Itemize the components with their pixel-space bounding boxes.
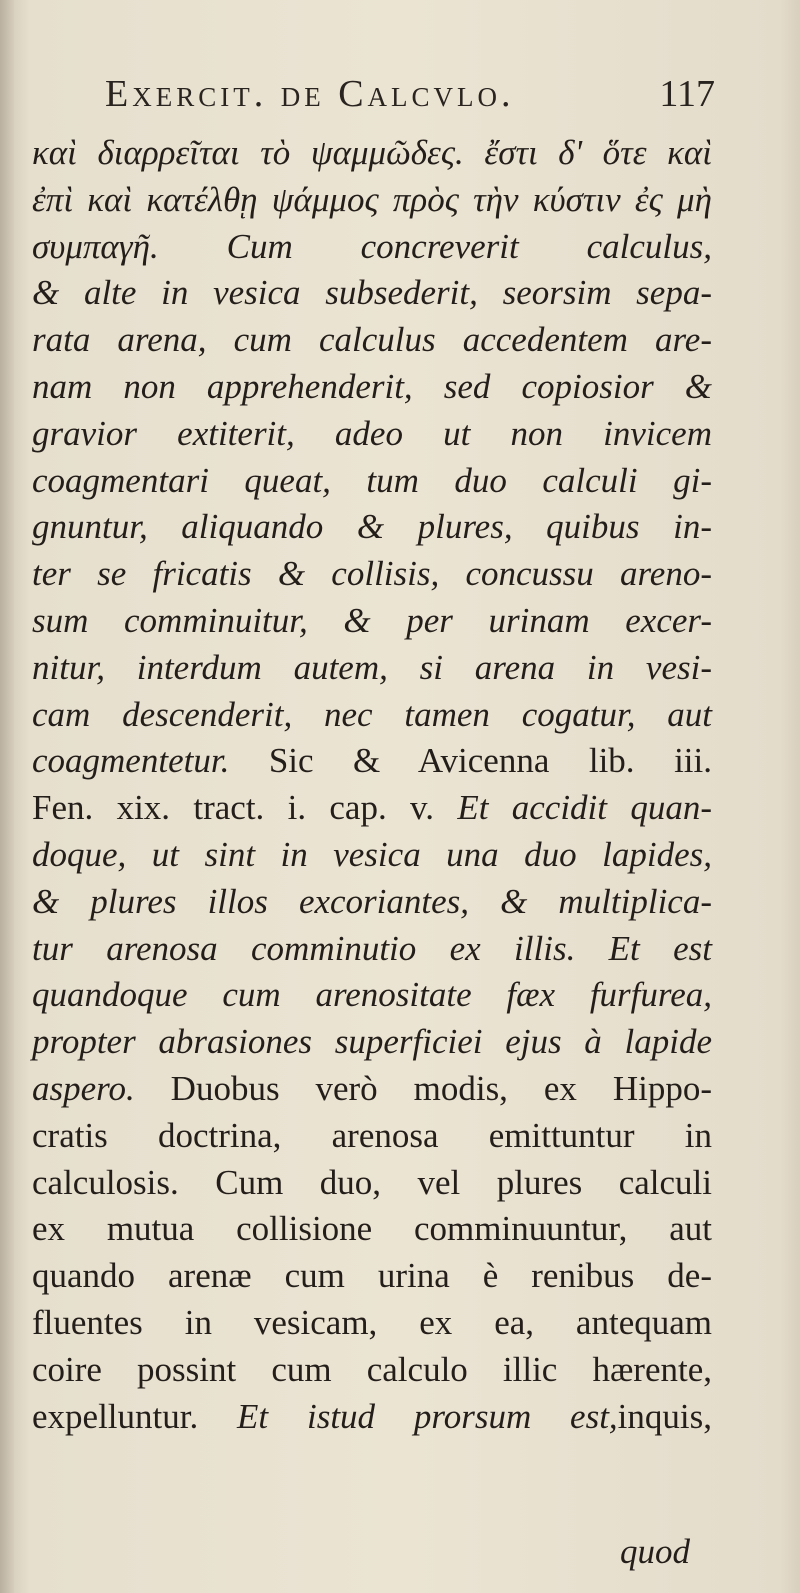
text-line [32,458,712,505]
text-line [32,692,712,739]
text-line [32,1347,712,1394]
italic-text: propter abrasiones superficiei ejus à lapide [32,1022,712,1062]
text-line [32,1160,712,1207]
italic-text: aspero. [32,1068,135,1108]
roman-text: fluentes in vesicam, ex ea, antequam [32,1302,712,1342]
text-line [32,785,712,832]
text-line [32,130,712,177]
body-text [32,130,712,1440]
roman-text: cratis doctrina, arenosa emittuntur in [32,1115,712,1155]
page-gutter-shadow [0,0,14,1593]
text-line [32,832,712,879]
text-line [32,879,712,926]
italic-text: sum comminuitur, & per urinam excer- [32,600,712,640]
catchword: quod [620,1532,690,1571]
italic-text: Et accidit quan- [457,788,712,828]
text-line [32,551,712,598]
text-line [32,317,712,364]
text-line [32,1066,712,1113]
italic-text: cam descenderit, nec tamen cogatur, aut [32,694,712,734]
roman-text: inquis, [617,1396,712,1436]
italic-text: gnuntur, aliquando & plures, quibus in- [32,507,712,547]
italic-text: & alte in vesica subsederit, seorsim sepa- [32,273,712,313]
roman-text: expelluntur. [32,1396,238,1436]
text-line [32,972,712,1019]
text-line [32,177,712,224]
text-line [32,1253,712,1300]
italic-text: ter se fricatis & collisis, concussu areno- [32,554,712,594]
italic-text: coagmentari queat, tum duo calculi gi- [32,460,712,500]
text-line [32,270,712,317]
italic-text: gravior extiterit, adeo ut non invicem [32,413,712,453]
text-line [32,598,712,645]
italic-text: καὶ διαρρεῖται τὸ ψαμμῶδες. ἔστι δ' ὅτε καὶ [32,133,712,172]
italic-text: tur arenosa comminutio ex illis. Et est [32,928,712,968]
text-line [32,645,712,692]
page-header [105,72,715,128]
text-line [32,504,712,551]
text-line [32,1113,712,1160]
italic-text: quandoque cum arenositate fæx furfurea, [32,975,712,1015]
running-head: Exercit. de Calcvlo. [105,73,515,115]
text-line [32,738,712,785]
text-line [32,1019,712,1066]
text-line [32,411,712,458]
roman-text: ex mutua collisione comminuuntur, aut [32,1209,712,1249]
roman-text: Sic & Avicenna lib. iii. [229,741,712,781]
roman-text: coire possint cum calculo illic hærente, [32,1349,712,1389]
text-line [32,224,712,271]
italic-text: συμπαγῆ. Cum concreverit calculus, [32,226,712,266]
page-number: 117 [659,73,715,115]
italic-text: rata arena, cum calculus accedentem are- [32,320,712,360]
roman-text: Fen. xix. tract. i. cap. v. [32,788,458,828]
text-line [32,1394,712,1441]
italic-text: nam non apprehenderit, sed copiosior & [32,366,712,406]
text-line [32,364,712,411]
text-line [32,926,712,973]
italic-text: doque, ut sint in vesica una duo lapides, [32,834,712,874]
roman-text: Duobus verò modis, ex Hippo- [134,1068,712,1108]
italic-text: coagmentetur. [32,741,230,781]
text-line [32,1206,712,1253]
roman-text: quando arenæ cum urina è renibus de- [32,1256,712,1296]
italic-text: ἐπὶ καὶ κατέλθῃ ψάμμος πρὸς τὴν κύστιν ἐς μὴ [32,179,712,219]
italic-text: nitur, interdum autem, si arena in vesi- [32,647,712,687]
roman-text: calculosis. Cum duo, vel plures calculi [32,1162,712,1202]
italic-text: & plures illos excoriantes, & multiplica- [32,881,712,921]
text-line [32,1300,712,1347]
italic-text: Et istud prorsum est, [237,1396,618,1436]
